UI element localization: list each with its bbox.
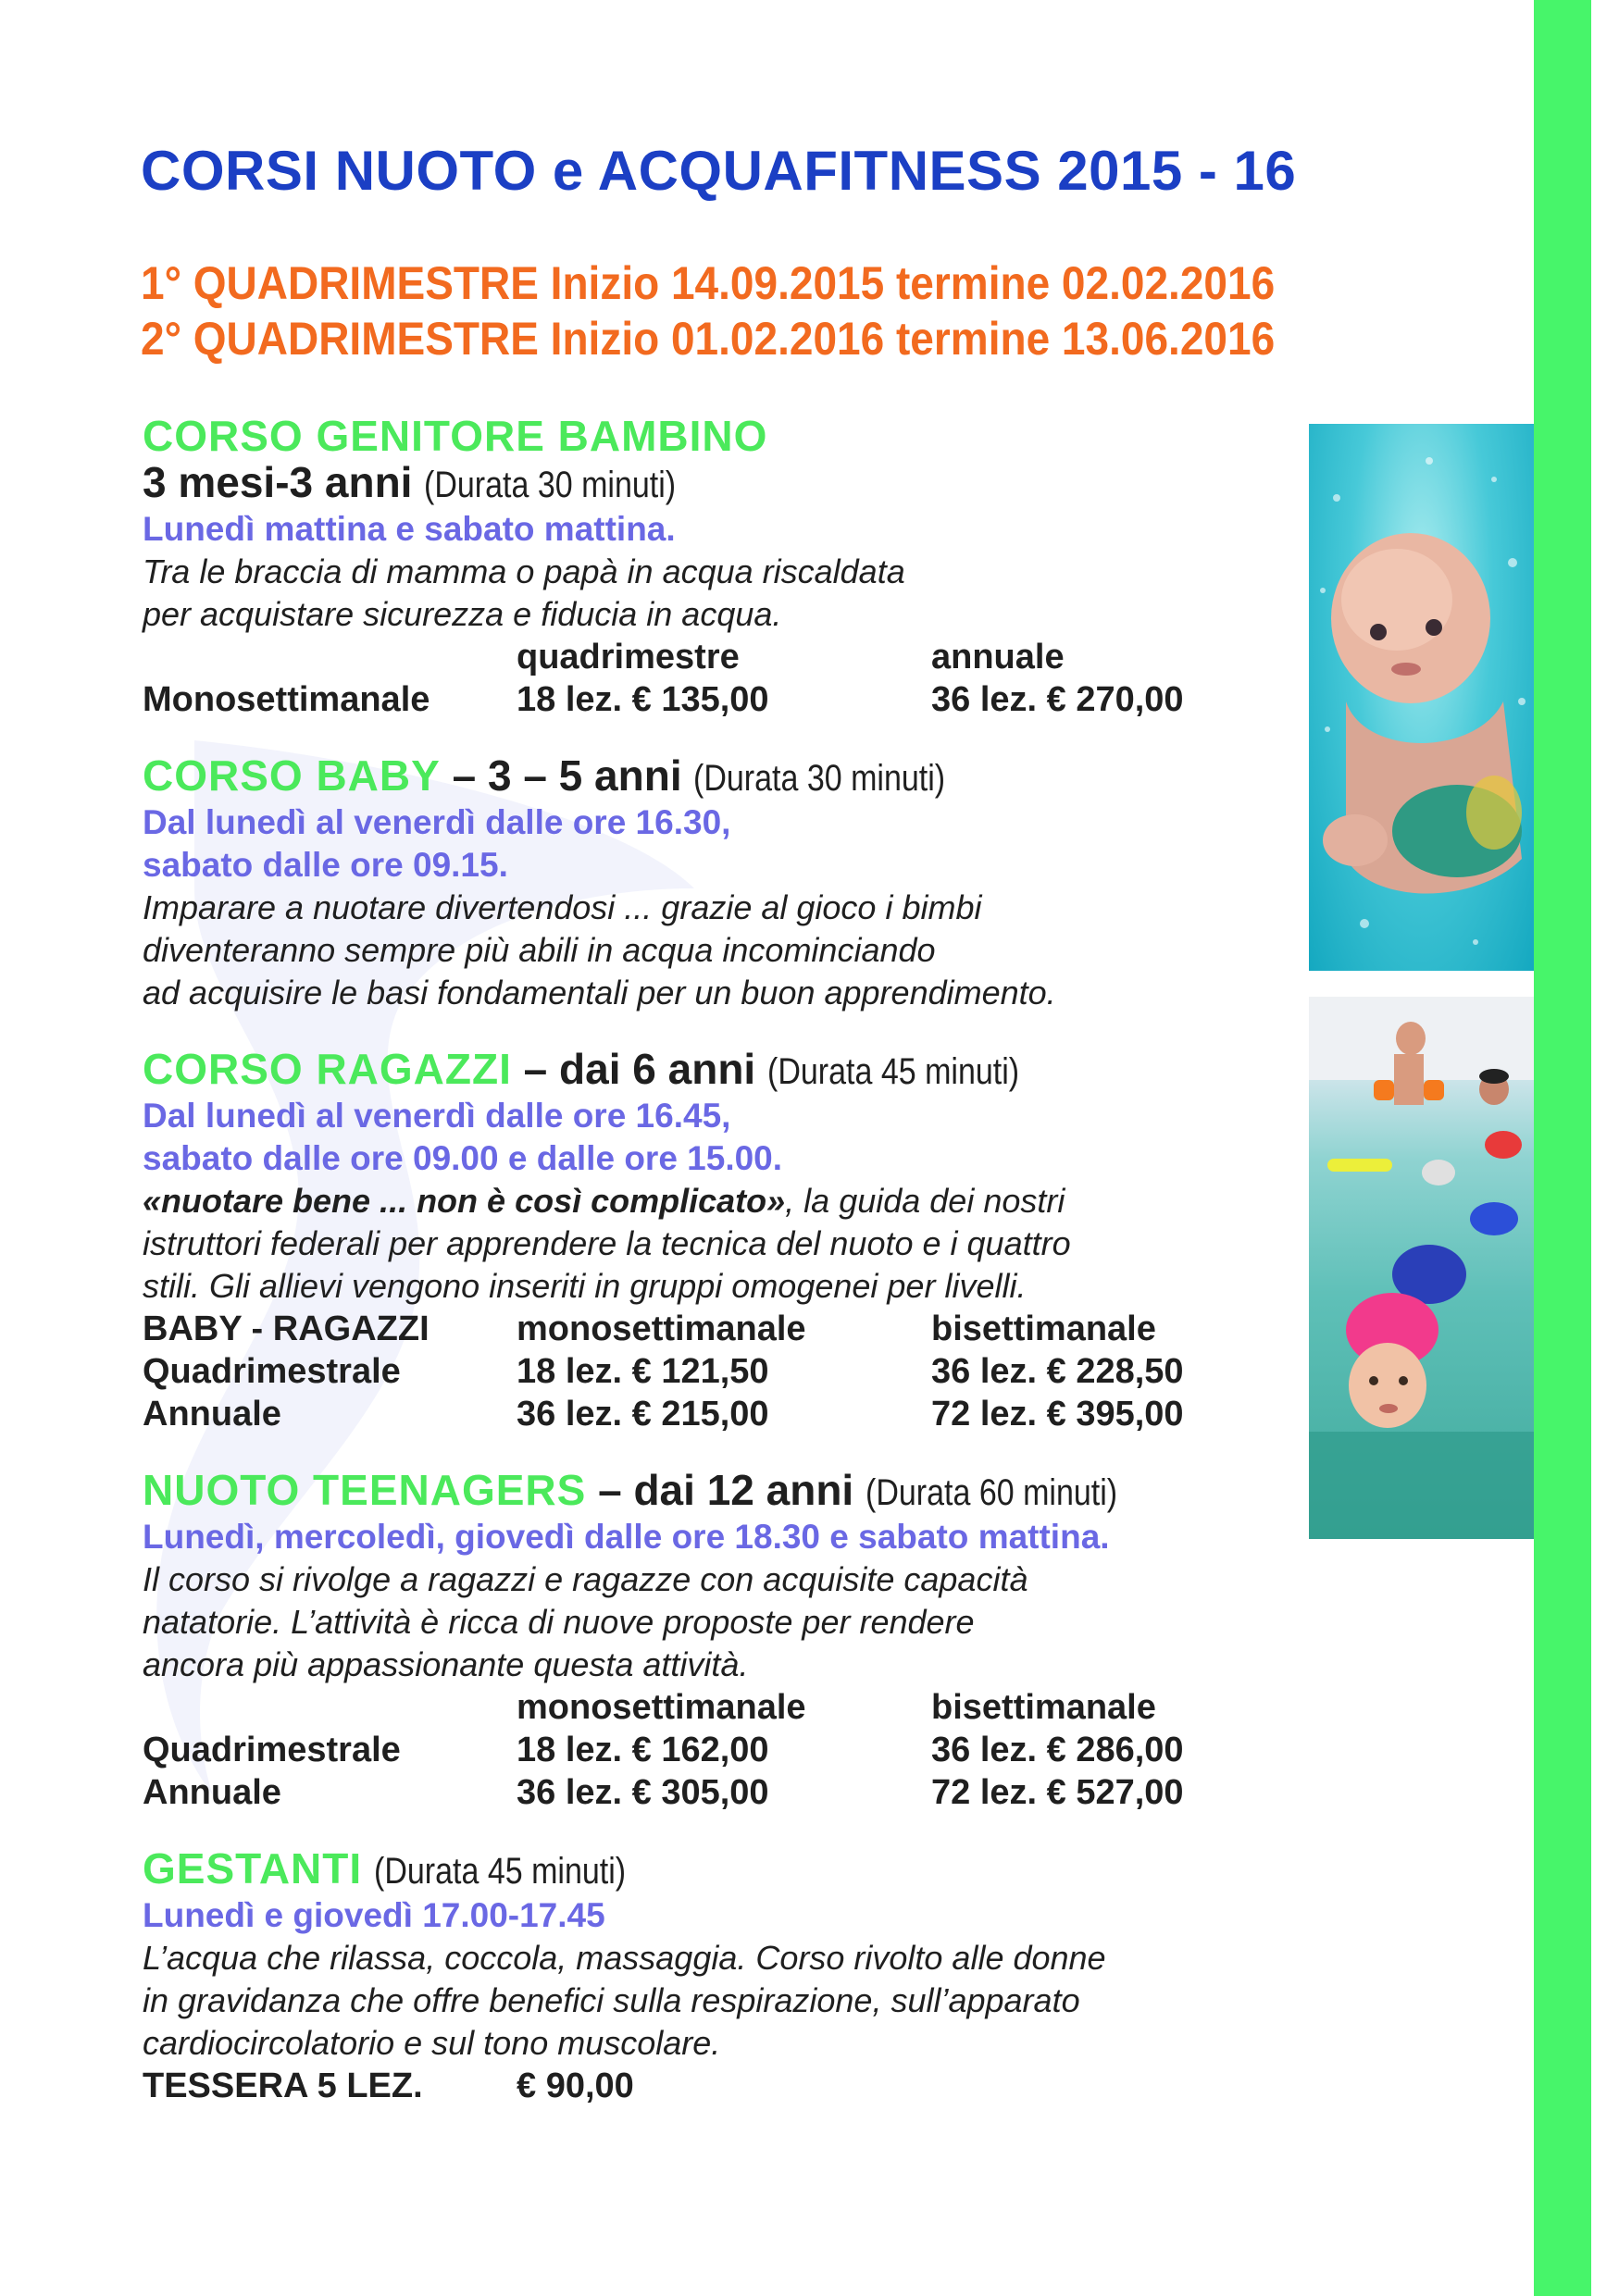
price-header-mono: monosettimanale xyxy=(517,1688,806,1727)
price-header-bi: bisettimanale xyxy=(931,1309,1156,1348)
course-description-line: ancora più appassionante questa attività. xyxy=(143,1645,749,1683)
course-description-line: ad acquisire le basi fondamentali per un buon apprendimento. xyxy=(143,974,1056,1011)
price-row xyxy=(143,678,1309,721)
price-row xyxy=(143,1729,1309,1771)
price-mono: 36 lez. € 305,00 xyxy=(517,1773,769,1812)
price-mono: 18 lez. € 121,50 xyxy=(517,1352,769,1391)
course-name: CORSO GENITORE BAMBINO xyxy=(143,412,768,460)
course-gestanti xyxy=(143,1845,1309,2107)
price-mono: 36 lez. € 215,00 xyxy=(517,1395,769,1433)
course-description-line: cardiocircolatorio e sul tono muscolare. xyxy=(143,2024,721,2062)
course-schedule: sabato dalle ore 09.00 e dalle ore 15.00. xyxy=(143,1139,783,1177)
price-row xyxy=(143,1350,1309,1393)
course-age: 3 mesi-3 anni xyxy=(143,458,413,506)
price-header-quadrimestre: quadrimestre xyxy=(517,638,740,676)
course-description-line: Il corso si rivolge a ragazzi e ragazze con acquisite capacità xyxy=(143,1560,1028,1598)
tessera-price: € 90,00 xyxy=(517,2066,634,2105)
price-quadrimestre: 18 lez. € 135,00 xyxy=(517,680,769,719)
courses-list xyxy=(143,413,1309,2139)
page-title: CORSI NUOTO e ACQUAFITNESS 2015 - 16 xyxy=(141,140,1297,202)
course-description-line: per acquistare sicurezza e fiducia in acqua. xyxy=(143,595,782,633)
course-name: CORSO BABY xyxy=(143,751,441,800)
price-header-mono: monosettimanale xyxy=(517,1309,806,1348)
price-row xyxy=(143,1393,1309,1435)
course-duration: (Durata 30 minuti) xyxy=(424,465,677,505)
course-duration: (Durata 45 minuti) xyxy=(373,1851,627,1892)
course-description-line: istruttori federali per apprendere la tecnica del nuoto e i quattro xyxy=(143,1224,1071,1262)
course-description-rest: , la guida dei nostri xyxy=(785,1182,1065,1220)
course-name: NUOTO TEENAGERS xyxy=(143,1466,587,1514)
course-schedule: Lunedì mattina e sabato mattina. xyxy=(143,510,676,548)
price-row-label: Quadrimestrale xyxy=(143,1731,401,1769)
course-age: – 3 – 5 anni xyxy=(440,751,682,800)
course-description-line: Imparare a nuotare divertendosi ... grazie al gioco i bimbi xyxy=(143,888,982,926)
price-header-bi: bisettimanale xyxy=(931,1688,1156,1727)
price-row-label: Annuale xyxy=(143,1773,281,1812)
course-name: GESTANTI xyxy=(143,1844,363,1893)
course-baby xyxy=(143,752,1309,1014)
course-description-line: stili. Gli allievi vengono inseriti in gruppi omogenei per livelli. xyxy=(143,1267,1027,1305)
course-schedule: Lunedì, mercoledì, giovedì dalle ore 18.30 e sabato mattina. xyxy=(143,1518,1110,1556)
price-bi: 72 lez. € 527,00 xyxy=(931,1773,1184,1812)
price-header-annuale: annuale xyxy=(931,638,1065,676)
course-genitore-bambino xyxy=(143,413,1309,721)
course-schedule: sabato dalle ore 09.15. xyxy=(143,846,508,884)
course-schedule: Dal lunedì al venerdì dalle ore 16.30, xyxy=(143,803,731,841)
course-description-line xyxy=(143,1180,1309,1222)
course-schedule: Dal lunedì al venerdì dalle ore 16.45, xyxy=(143,1097,731,1135)
price-header xyxy=(143,1308,1309,1350)
side-green-bar xyxy=(1534,0,1591,2296)
course-ragazzi xyxy=(143,1046,1309,1435)
course-description-line: natatorie. L’attività è ricca di nuove proposte per rendere xyxy=(143,1603,975,1641)
quadrimestri-dates xyxy=(141,255,1275,366)
price-row xyxy=(143,1771,1309,1814)
course-duration: (Durata 30 minuti) xyxy=(693,758,946,799)
course-schedule: Lunedì e giovedì 17.00-17.45 xyxy=(143,1896,605,1934)
course-description-line: Tra le braccia di mamma o papà in acqua riscaldata xyxy=(143,552,905,590)
course-description-line: L’acqua che rilassa, coccola, massaggia. Corso rivolto alle donne xyxy=(143,1939,1106,1977)
price-header-group: BABY - RAGAZZI xyxy=(143,1309,430,1348)
course-description-line: in gravidanza che offre benefici sulla respirazione, sull’apparato xyxy=(143,1981,1080,2019)
price-annuale: 36 lez. € 270,00 xyxy=(931,680,1184,719)
course-duration: (Durata 45 minuti) xyxy=(766,1051,1020,1092)
price-bi: 36 lez. € 286,00 xyxy=(931,1731,1184,1769)
first-quadrimestre: 1° QUADRIMESTRE Inizio 14.09.2015 termine 02.02.2016 xyxy=(141,257,1276,309)
course-name: CORSO RAGAZZI xyxy=(143,1045,512,1093)
course-age: – dai 6 anni xyxy=(511,1045,756,1093)
price-row-label: Monosettimanale xyxy=(143,680,430,719)
second-quadrimestre: 2° QUADRIMESTRE Inizio 01.02.2016 termine 13.06.2016 xyxy=(141,313,1276,365)
children-pool-photo xyxy=(1309,997,1534,1539)
course-age: – dai 12 anni xyxy=(586,1466,854,1514)
course-teenagers xyxy=(143,1467,1309,1814)
price-header xyxy=(143,1686,1309,1729)
price-bi: 72 lez. € 395,00 xyxy=(931,1395,1184,1433)
price-header xyxy=(143,636,1309,678)
price-bi: 36 lez. € 228,50 xyxy=(931,1352,1184,1391)
course-description-line: diventeranno sempre più abili in acqua incominciando xyxy=(143,931,936,969)
price-mono: 18 lez. € 162,00 xyxy=(517,1731,769,1769)
course-duration: (Durata 60 minuti) xyxy=(866,1472,1118,1513)
course-quote: «nuotare bene ... non è così complicato» xyxy=(143,1182,786,1220)
price-row-label: Annuale xyxy=(143,1395,281,1433)
price-row-label: Quadrimestrale xyxy=(143,1352,401,1391)
tessera-label: TESSERA 5 LEZ. xyxy=(143,2066,423,2105)
baby-underwater-photo xyxy=(1309,424,1534,971)
price-row xyxy=(143,2065,1309,2107)
